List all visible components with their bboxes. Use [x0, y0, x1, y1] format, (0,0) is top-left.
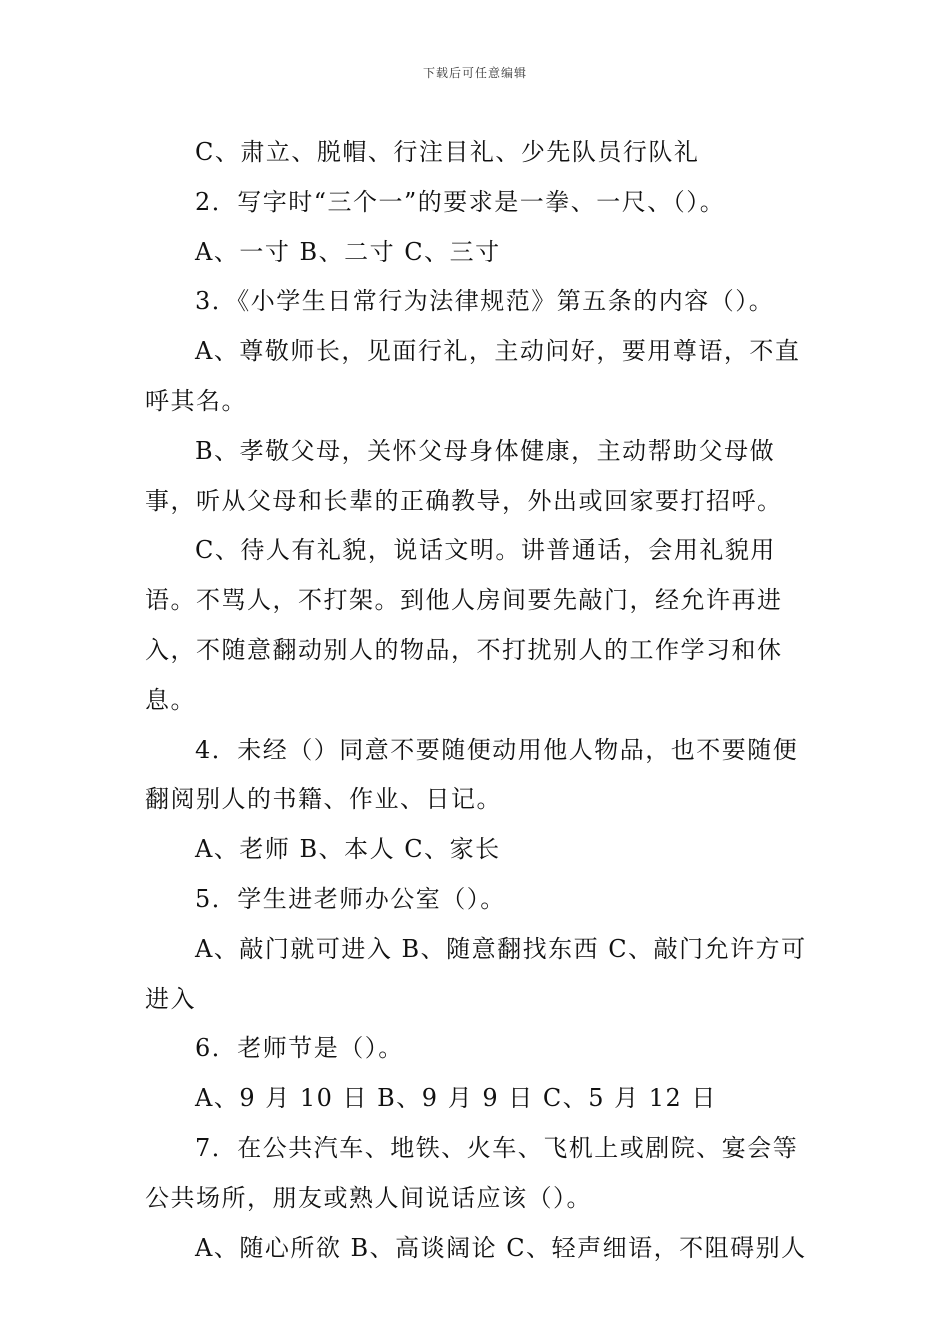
paragraph-1: C、肃立、脱帽、行注目礼、少先队员行队礼 — [195, 138, 700, 166]
page-header: 下载后可任意编辑 — [422, 66, 527, 80]
paragraph-3: A、一寸 B、二寸 C、三寸 — [195, 237, 501, 266]
paragraph-8: 4．未经（）同意不要随便动用他人物品，也不要随便翻阅别人的书籍、作业、日记。 — [145, 735, 799, 814]
paragraph-4: 3．《小学生日常行为法律规范》第五条的内容（）。 — [195, 287, 775, 316]
paragraph-7: C、待人有礼貌，说话文明。讲普通话，会用礼貌用语。不骂人，不打架。到他人房间要先敲门，经允许再进入，不随意翻动别人的物品，不打扰别人的工作学习和休息。 — [145, 536, 783, 714]
paragraph-15: A、随心所欲 B、高谈阔论 C、轻声细语，不阻碍别人 — [195, 1233, 807, 1262]
paragraph-9: A、老师 B、本人 C、家长 — [195, 835, 501, 864]
paragraph-14: 7．在公共汽车、地铁、火车、飞机上或剧院、宴会等公共场所，朋友或熟人间说话应该（）。 — [145, 1133, 799, 1212]
paragraph-5: A、尊敬师长，见面行礼，主动问好，要用尊语，不直呼其名。 — [145, 337, 801, 415]
paragraph-10: 5．学生进老师办公室（）。 — [195, 884, 506, 913]
paragraph-2: 2．写字时“三个一”的要求是一拳、一尺、（）。 — [195, 187, 726, 216]
document-body — [145, 128, 815, 1273]
paragraph-13: A、9 月 10 日 B、9 月 9 日 C、5 月 12 日 — [195, 1084, 717, 1113]
paragraph-12: 6．老师节是（）。 — [195, 1034, 404, 1063]
paragraph-6: B、孝敬父母，关怀父母身体健康，主动帮助父母做事，听从父母和长辈的正确教导，外出或回家要打招呼。 — [145, 436, 783, 515]
paragraph-11: A、敲门就可进入 B、随意翻找东西 C、敲门允许方可进入 — [145, 934, 807, 1013]
